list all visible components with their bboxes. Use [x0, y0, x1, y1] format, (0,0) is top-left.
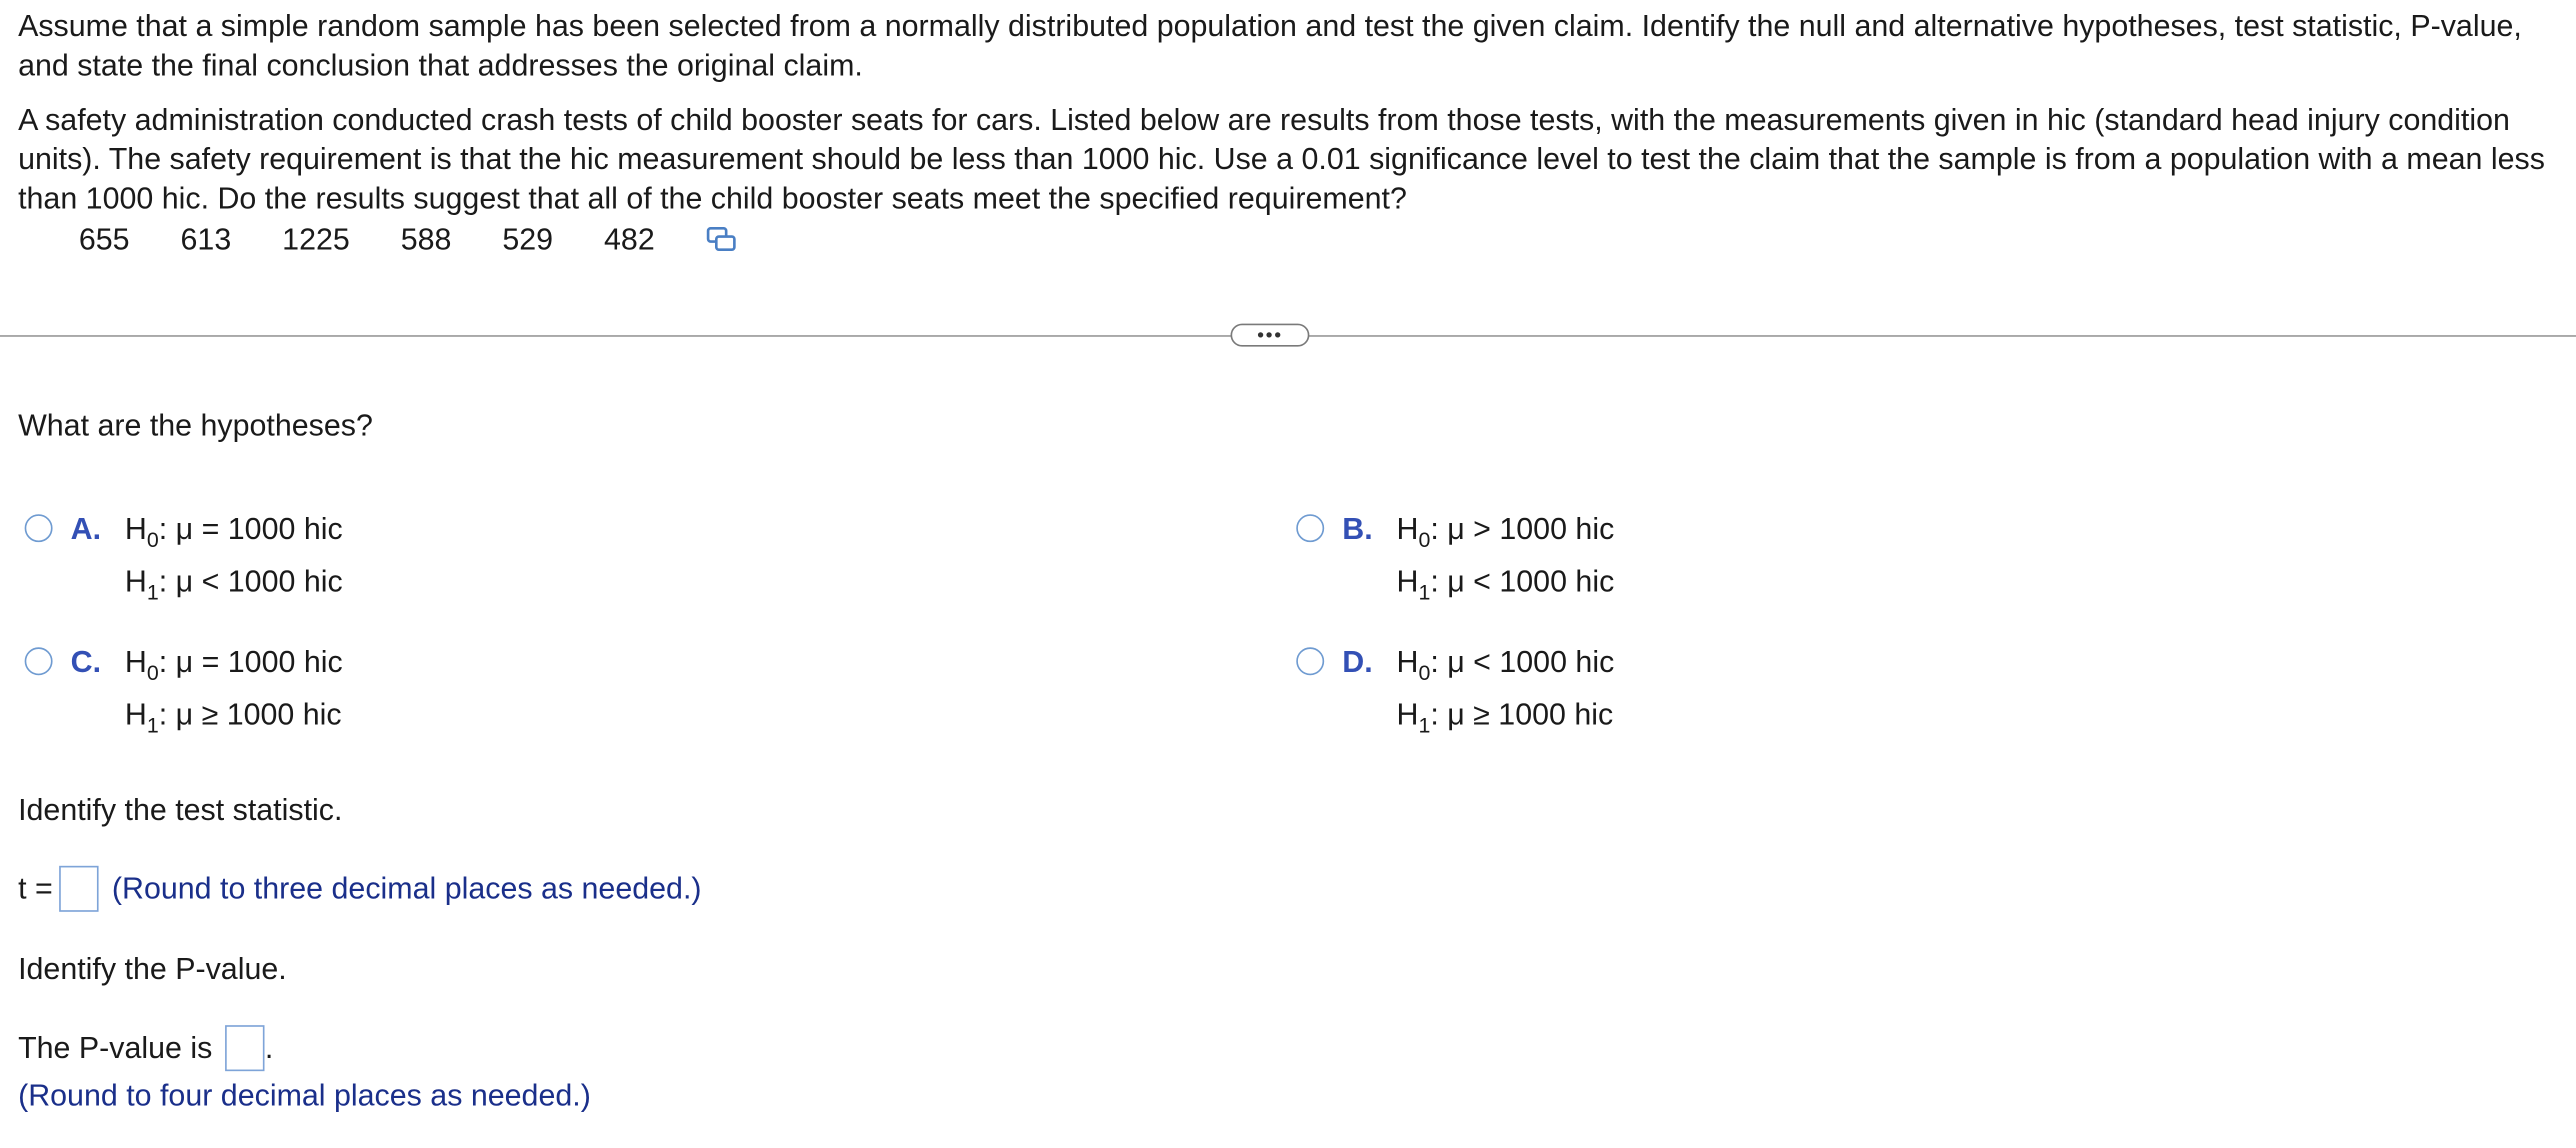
p-value-rounding-hint: (Round to four decimal places as needed.): [18, 1077, 591, 1113]
p-value-label: The P-value is: [18, 1030, 213, 1065]
t-label: t =: [18, 870, 53, 906]
alternative-hypothesis: $H_1$: μ ≥ 1000 hic: [1396, 696, 1614, 738]
radio-button[interactable]: [25, 647, 53, 675]
p-value-question: Identify the P-value.: [18, 951, 287, 986]
hypotheses-question: What are the hypotheses?: [18, 407, 373, 442]
hypothesis-pair: [125, 636, 343, 741]
p-value-answer-input[interactable]: [225, 1025, 264, 1071]
sample-data-row: [79, 220, 735, 259]
null-hypothesis: $H_0$: μ < 1000 hic: [1396, 644, 1615, 686]
option-letter: B.: [1342, 510, 1373, 546]
hypothesis-pair: [1396, 503, 1614, 608]
scenario-text: A safety administration conducted crash tests of child booster seats for cars. Listed below are results from those tests, with the measurements given in hic (standard head injury condition units). The safety requirement is that the hic measurement should be less than 1000 hic. Use a 0.01 significance level to test the claim that the sample is from a population with a mean less than 1000 hic. Do the results suggest that all of the child booster seats meet the specified requirement?: [18, 101, 2545, 216]
alternative-hypothesis: $H_1$: μ < 1000 hic: [124, 563, 343, 605]
option-d[interactable]: [1296, 642, 1614, 741]
t-answer-input[interactable]: [59, 866, 98, 912]
instructions-text: Assume that a simple random sample has been selected from a normally distributed population and test the given claim. Identify the null and alternative hypotheses, test statistic, P-value, and state the final conclusion that addresses the original claim.: [18, 8, 2522, 83]
test-statistic-question: Identify the test statistic.: [18, 791, 343, 827]
data-value: 529: [502, 221, 554, 257]
alternative-hypothesis: $H_1$: μ < 1000 hic: [1396, 563, 1615, 605]
null-hypothesis: $H_0$: μ > 1000 hic: [1396, 510, 1615, 553]
expand-more-button[interactable]: •••: [1231, 324, 1310, 347]
null-hypothesis: $H_0$: μ = 1000 hic: [124, 644, 343, 686]
test-statistic-row: [18, 866, 701, 912]
data-value: 1225: [282, 221, 350, 257]
hypothesis-pair: [125, 503, 343, 608]
data-value: 655: [78, 221, 130, 257]
option-a[interactable]: [25, 509, 343, 608]
p-value-period: .: [264, 1030, 274, 1065]
alternative-hypothesis: $H_1$: μ ≥ 1000 hic: [124, 696, 342, 738]
data-value: 482: [604, 221, 655, 257]
option-c[interactable]: [25, 642, 343, 741]
radio-button[interactable]: [1296, 514, 1324, 542]
option-letter: C.: [70, 644, 102, 679]
hypothesis-pair: [1396, 636, 1614, 741]
rounding-hint: (Round to three decimal places as needed.): [111, 870, 702, 906]
data-value: 613: [180, 221, 232, 257]
option-letter: D.: [1342, 644, 1373, 679]
option-b[interactable]: [1296, 509, 1614, 608]
option-letter: A.: [70, 510, 102, 546]
copy-data-icon[interactable]: [706, 227, 736, 253]
null-hypothesis: $H_0$: μ = 1000 hic: [124, 510, 343, 553]
radio-button[interactable]: [1296, 647, 1324, 675]
data-value: 588: [400, 221, 452, 257]
p-value-row: [18, 1025, 273, 1071]
radio-button[interactable]: [25, 514, 53, 542]
